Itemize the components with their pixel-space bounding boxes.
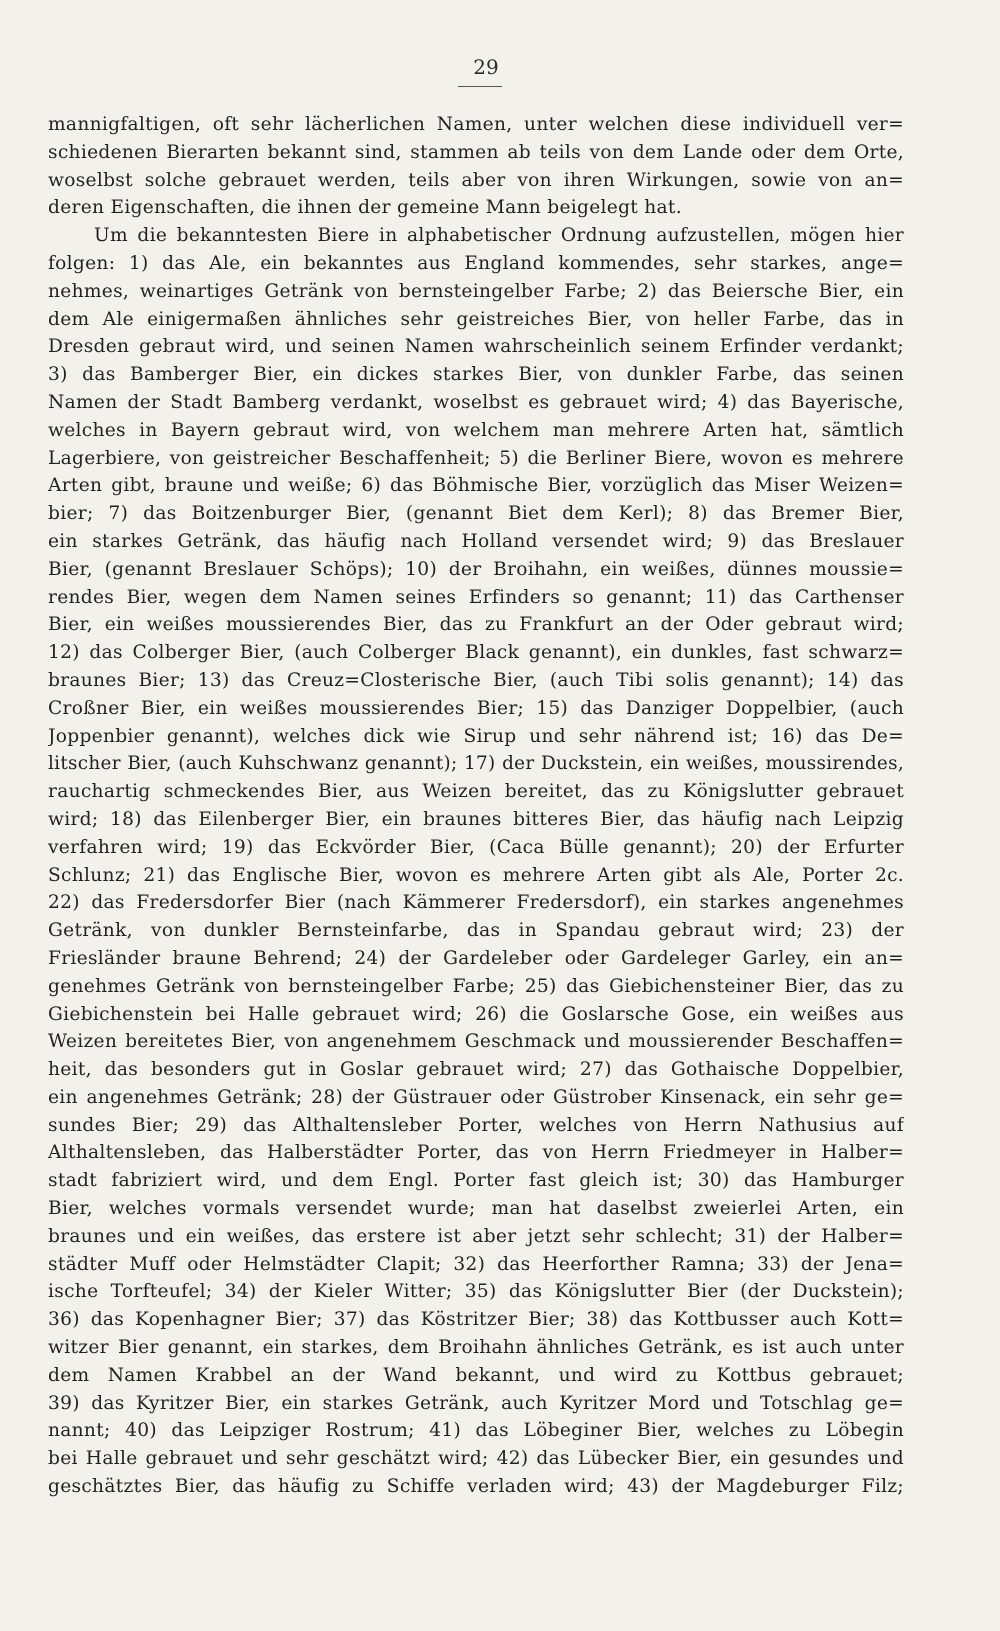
text-line: braunes Bier; 13) das Creuz=Closterische Bier, (auch Tibi solis genannt); 14) das xyxy=(48,669,904,691)
text-line: Namen der Stadt Bamberg verdankt, woselbst es gebrauet wird; 4) das Bayerische, xyxy=(48,391,904,413)
text-line: 22) das Fredersdorfer Bier (nach Kämmerer Fredersdorf), ein starkes angenehmes xyxy=(48,892,904,914)
page-number-rule xyxy=(458,86,502,87)
text-line: 39) das Kyritzer Bier, ein starkes Getränk, auch Kyritzer Mord und Totschlag ge= xyxy=(48,1392,904,1414)
text-line: ein starkes Getränk, das häufig nach Holland versendet wird; 9) das Breslauer xyxy=(48,530,904,552)
text-line: nehmes, weinartiges Getränk von bernsteingelber Farbe; 2) das Beiersche Bier, ein xyxy=(48,280,904,302)
text-line: Getränk, von dunkler Bernsteinfarbe, das in Spandau gebraut wird; 23) der xyxy=(48,920,904,942)
text-line: geschätztes Bier, das häufig zu Schiffe verladen wird; 43) der Magdeburger Filz; xyxy=(48,1476,904,1498)
text-line: rauchartig schmeckendes Bier, aus Weizen bereitet, das zu Königslutter gebrauet xyxy=(48,781,904,803)
text-line: Lagerbiere, von geistreicher Beschaffenheit; 5) die Berliner Biere, wovon es mehrere xyxy=(48,447,904,469)
text-line: Giebichenstein bei Halle gebrauet wird; 26) die Goslarsche Gose, ein weißes aus xyxy=(48,1003,904,1025)
text-line: litscher Bier, (auch Kuhschwanz genannt); 17) der Duckstein, ein weißes, moussirendes, xyxy=(48,753,904,775)
text-line: heit, das besonders gut in Goslar gebrauet wird; 27) das Gothaische Doppelbier, xyxy=(48,1059,904,1081)
text-line: Um die bekanntesten Biere in alphabetischer Ordnung aufzustellen, mögen hier xyxy=(94,225,904,247)
text-line: Weizen bereitetes Bier, von angenehmem Geschmack und moussierender Beschaffen= xyxy=(48,1031,904,1053)
text-line: Joppenbier genannt), welches dick wie Sirup und sehr nährend ist; 16) das De= xyxy=(48,725,904,747)
text-line: stadt fabriziert wird, und dem Engl. Porter fast gleich ist; 30) das Hamburger xyxy=(48,1170,904,1192)
text-line: Bier, ein weißes moussierendes Bier, das zu Frankfurt an der Oder gebraut wird; xyxy=(48,614,904,636)
page xyxy=(48,0,904,1631)
text-line: Bier, welches vormals versendet wurde; man hat daselbst zweierlei Arten, ein xyxy=(48,1198,904,1220)
text-line: Croßner Bier, ein weißes moussierendes Bier; 15) das Danziger Doppelbier, (auch xyxy=(48,697,904,719)
text-line: mannigfaltigen, oft sehr lächerlichen Namen, unter welchen diese individuell ver= xyxy=(48,114,904,135)
text-line: verfahren wird; 19) das Eckvörder Bier, (Caca Bülle genannt); 20) der Erfurter xyxy=(48,836,904,858)
text-line: Schlunz; 21) das Englische Bier, wovon es mehrere Arten gibt als Ale, Porter 2c. xyxy=(48,864,904,886)
text-line: Dresden gebraut wird, und seinen Namen wahrscheinlich seinem Erfinder verdankt; xyxy=(48,336,904,358)
text-line: 36) das Kopenhagner Bier; 37) das Köstritzer Bier; 38) das Kottbusser auch Kott= xyxy=(48,1309,904,1331)
text-line: sundes Bier; 29) das Althaltensleber Porter, welches von Herrn Nathusius auf xyxy=(48,1114,904,1136)
text-line: rendes Bier, wegen dem Namen seines Erfinders so genannt; 11) das Carthenser xyxy=(48,586,904,608)
text-line: genehmes Getränk von bernsteingelber Farbe; 25) das Giebichensteiner Bier, das zu xyxy=(48,975,904,997)
text-line: bier; 7) das Boitzenburger Bier, (genannt Biet dem Kerl); 8) das Bremer Bier, xyxy=(48,503,904,525)
text-line: wird; 18) das Eilenberger Bier, ein braunes bitteres Bier, das häufig nach Leipzig xyxy=(48,808,904,830)
text-line: 3) das Bamberger Bier, ein dickes starkes Bier, von dunkler Farbe, das seinen xyxy=(48,364,904,386)
text-line: schiedenen Bierarten bekannt sind, stammen ab teils von dem Lande oder dem Orte, xyxy=(48,141,904,163)
text-line: bei Halle gebrauet und sehr geschätzt wird; 42) das Lübecker Bier, ein gesundes und xyxy=(48,1448,904,1470)
text-line: Friesländer braune Behrend; 24) der Gardeleber oder Gardeleger Garley, ein an= xyxy=(48,947,904,969)
text-line: woselbst solche gebrauet werden, teils aber von ihren Wirkungen, sowie von an= xyxy=(48,169,904,191)
text-line: nannt; 40) das Leipziger Rostrum; 41) das Löbeginer Bier, welches zu Löbegin xyxy=(48,1420,904,1442)
text-line: dem Ale einigermaßen ähnliches sehr geistreiches Bier, von heller Farbe, das in xyxy=(48,308,904,330)
text-line: Bier, (genannt Breslauer Schöps); 10) der Broihahn, ein weißes, dünnes moussie= xyxy=(48,558,904,580)
page-number: 29 xyxy=(473,55,499,79)
text-line: Arten gibt, braune und weiße; 6) das Böhmische Bier, vorzüglich das Miser Weizen= xyxy=(48,475,904,497)
text-line: 12) das Colberger Bier, (auch Colberger Black genannt), ein dunkles, fast schwarz= xyxy=(48,642,904,664)
text-line: witzer Bier genannt, ein starkes, dem Broihahn ähnliches Getränk, es ist auch unter xyxy=(48,1337,904,1359)
text-line: Althaltensleben, das Halberstädter Porter, das von Herrn Friedmeyer in Halber= xyxy=(48,1142,904,1164)
body-text xyxy=(48,111,904,1501)
text-line: dem Namen Krabbel an der Wand bekannt, und wird zu Kottbus gebrauet; xyxy=(48,1364,904,1386)
text-line: ische Torfteufel; 34) der Kieler Witter; 35) das Königslutter Bier (der Duckstein); xyxy=(48,1281,904,1303)
text-line: welches in Bayern gebraut wird, von welchem man mehrere Arten hat, sämtlich xyxy=(48,419,904,441)
text-line: deren Eigenschaften, die ihnen der gemeine Mann beigelegt hat. xyxy=(48,197,682,219)
text-line: ein angenehmes Getränk; 28) der Güstrauer oder Güstrober Kinsenack, ein sehr ge= xyxy=(48,1086,904,1108)
text-line: braunes und ein weißes, das erstere ist aber jetzt sehr schlecht; 31) der Halber= xyxy=(48,1225,904,1247)
text-line: folgen: 1) das Ale, ein bekanntes aus England kommendes, sehr starkes, ange= xyxy=(48,252,904,274)
text-line: städter Muff oder Helmstädter Clapit; 32) das Heerforther Ramna; 33) der Jena= xyxy=(48,1253,904,1275)
